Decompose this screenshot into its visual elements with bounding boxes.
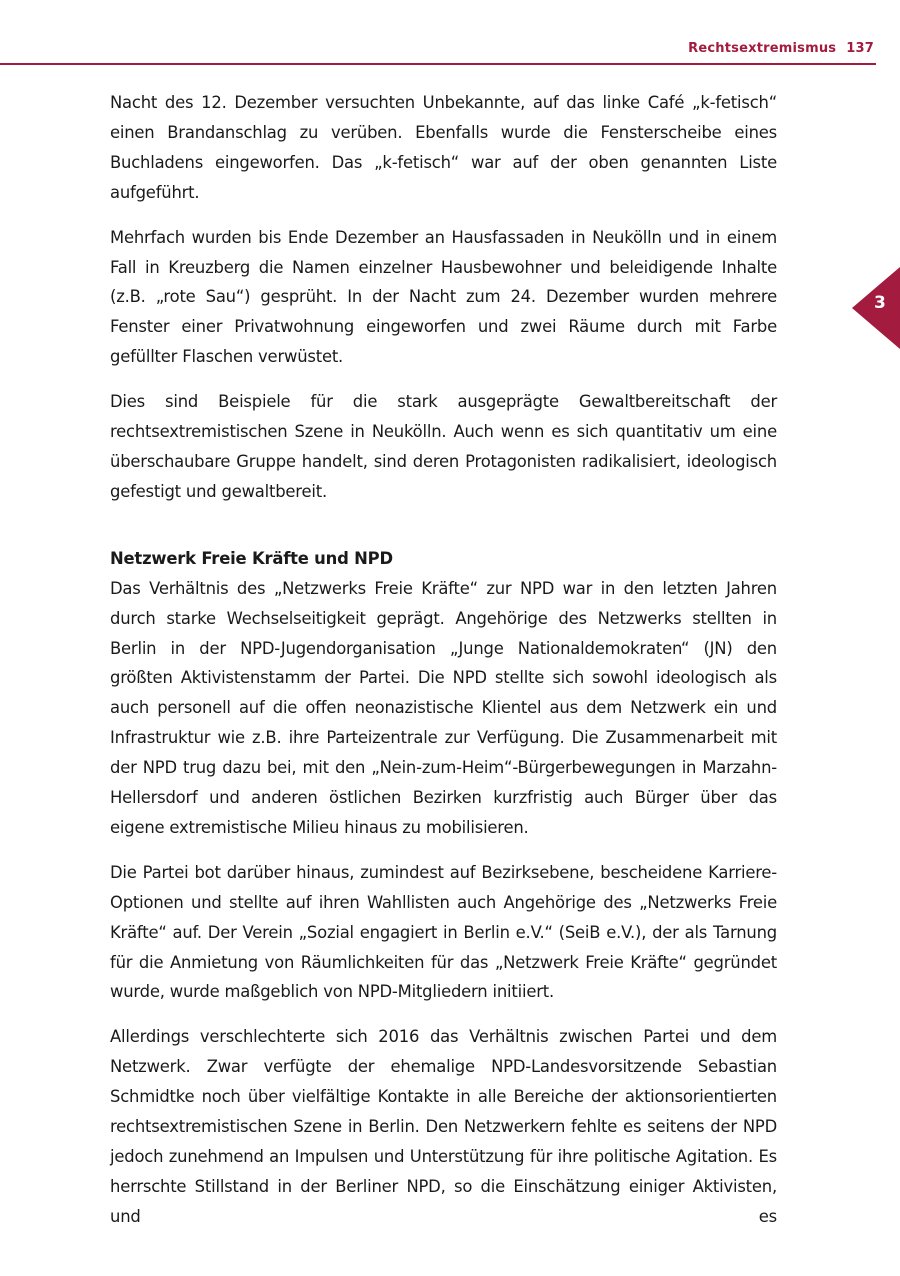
chapter-number: 3 <box>874 293 886 313</box>
paragraph: Die Partei bot darüber hinaus, zumindest auf Bezirksebene, bescheidene Karriere-Optionen und stellte auf ihren Wahllisten auch Angehörige des „Netzwerks Freie Kräfte“ auf. Der Verein „Sozial engagiert in Berlin e.V.“ (SeiB e.V.), der als Tarnung für die Anmietung von Räumlichkeiten für das „Netzwerk Freie Kräfte“ gegründet wurde, wurde maßgeblich von NPD-Mitgliedern initiiert. <box>110 862 777 1002</box>
chapter-tab <box>852 267 900 349</box>
paragraph: Mehrfach wurden bis Ende Dezember an Hausfassaden in Neukölln und in einem Fall in Kreuzberg die Namen einzelner Hausbewohner und beleidigende Inhalte (z.B. „rote Sau“) gesprüht. In der Nacht zum 24. Dezember wurden mehrere Fenster einer Privatwohnung eingeworfen und zwei Räume durch mit Farbe gefüllter Flaschen verwüstet. <box>110 227 777 367</box>
page-number: 137 <box>846 41 874 56</box>
page-body <box>110 88 777 1247</box>
paragraph: Dies sind Beispiele für die stark ausgeprägte Gewaltbereitschaft der rechtsextremistischen Szene in Neukölln. Auch wenn es sich quantitativ um eine überschaubare Gruppe handelt, sind deren Protagonisten radikalisiert, ideologisch gefestigt und gewaltbereit. <box>110 392 777 501</box>
paragraph: Das Verhältnis des „Netzwerks Freie Kräfte“ zur NPD war in den letzten Jahren durch starke Wechselseitigkeit geprägt. Angehörige des Netzwerks stellten in Berlin in der NPD-Jugendorganisation „Junge Nationaldemokraten“ (JN) den größten Aktivistenstamm der Partei. Die NPD stellte sich sowohl ideologisch als auch personell auf die offen neonazistische Klientel aus dem Netzwerk ein und Infrastruktur wie z.B. ihre Parteizentrale zur Verfügung. Die Zusammenarbeit mit der NPD trug dazu bei, mit den „Nein-zum-Heim“-Bürgerbewegungen in Marzahn-Hellersdorf und anderen östlichen Bezirken kurzfristig auch Bürger über das eigene extremistische Milieu hinaus zu mobilisieren. <box>110 578 777 837</box>
section-heading: Netzwerk Freie Kräfte und NPD <box>110 548 393 568</box>
paragraph: Nacht des 12. Dezember versuchten Unbekannte, auf das linke Café „k-fetisch“ einen Brandanschlag zu verüben. Ebenfalls wurde die Fensterscheibe eines Buchladens eingeworfen. Das „k-fetisch“ war auf der oben genannten Liste aufgeführt. <box>110 93 777 202</box>
running-header <box>688 41 874 56</box>
paragraph: Allerdings verschlechterte sich 2016 das Verhältnis zwischen Partei und dem Netzwerk. Zwar verfügte der ehemalige NPD-Landesvorsitzende Sebastian Schmidtke noch über vielfältige Kontakte in alle Bereiche der aktionsorientierten rechtsextremistischen Szene in Berlin. Den Netzwerkern fehlte es seitens der NPD jedoch zunehmend an Impulsen und Unterstützung für ihre politische Agitation. Es herrschte Stillstand in der Berliner NPD, so die Einschätzung einiger Aktivisten, und es <box>110 1027 777 1226</box>
header-rule <box>0 63 876 65</box>
section-title: Rechtsextremismus <box>688 41 837 56</box>
